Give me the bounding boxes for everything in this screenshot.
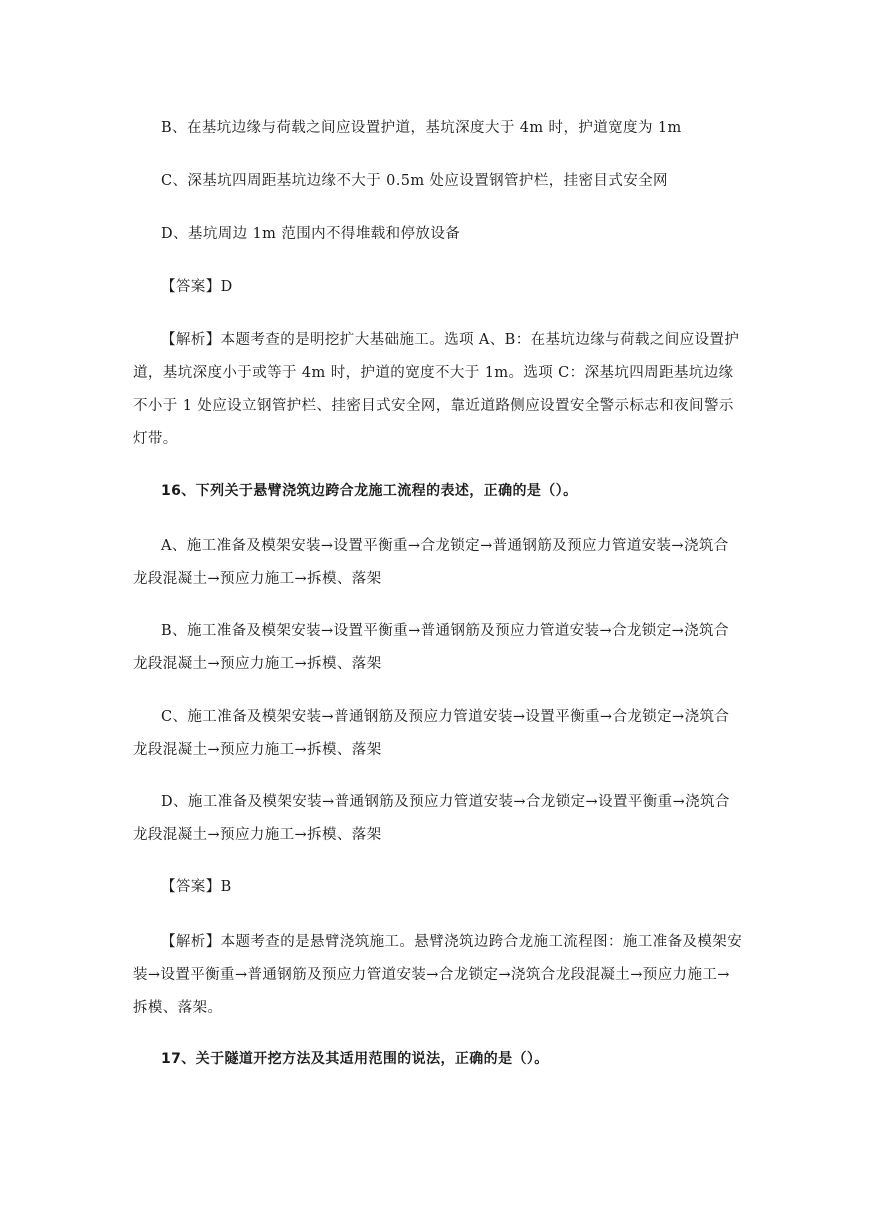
q16-analysis: 【解析】本题考查的是悬臂浇筑施工。悬臂浇筑边跨合龙施工流程图：施工准备及模架安装→设置平衡重→普通钢筋及预应力管道安装→合龙锁定→浇筑合龙段混凝土→预应力施工→拆模、落架。 bbox=[133, 934, 743, 1016]
q15-option-b: B、在基坑边缘与荷载之间应设置护道，基坑深度大于 4m 时，护道宽度为 1m bbox=[161, 120, 682, 136]
q16-option-c: C、施工准备及模架安装→普通钢筋及预应力管道安装→设置平衡重→合龙锁定→浇筑合龙段混凝土→预应力施工→拆模、落架 bbox=[133, 709, 730, 758]
q16-question: 16、下列关于悬臂浇筑边跨合龙施工流程的表述，正确的是（）。 bbox=[161, 483, 578, 499]
q16-answer: 【答案】B bbox=[161, 879, 232, 895]
q15-answer: 【答案】D bbox=[161, 279, 233, 295]
q16-option-a: A、施工准备及模架安装→设置平衡重→合龙锁定→普通钢筋及预应力管道安装→浇筑合龙段混凝土→预应力施工→拆模、落架 bbox=[133, 538, 729, 587]
q15-analysis: 【解析】本题考查的是明挖扩大基础施工。选项 A、B：在基坑边缘与荷载之间应设置护道，基坑深度小于或等于 4m 时，护道的宽度不大于 1m。选项 C：深基坑四周距基坑边缘不小于 1 处应设立钢管护栏、挂密目式安全网，靠近道路侧应设置安全警示标志和夜间警示灯带。 bbox=[133, 332, 740, 447]
q16-option-b: B、施工准备及模架安装→设置平衡重→普通钢筋及预应力管道安装→合龙锁定→浇筑合龙段混凝土→预应力施工→拆模、落架 bbox=[133, 623, 729, 672]
q15-option-c: C、深基坑四周距基坑边缘不大于 0.5m 处应设置钢管护栏，挂密目式安全网 bbox=[161, 173, 668, 189]
q16-option-d: D、施工准备及模架安装→普通钢筋及预应力管道安装→合龙锁定→设置平衡重→浇筑合龙段混凝土→预应力施工→拆模、落架 bbox=[133, 794, 730, 843]
q17-question: 17、关于隧道开挖方法及其适用范围的说法，正确的是（）。 bbox=[161, 1051, 549, 1067]
q15-option-d: D、基坑周边 1m 范围内不得堆载和停放设备 bbox=[161, 226, 461, 242]
